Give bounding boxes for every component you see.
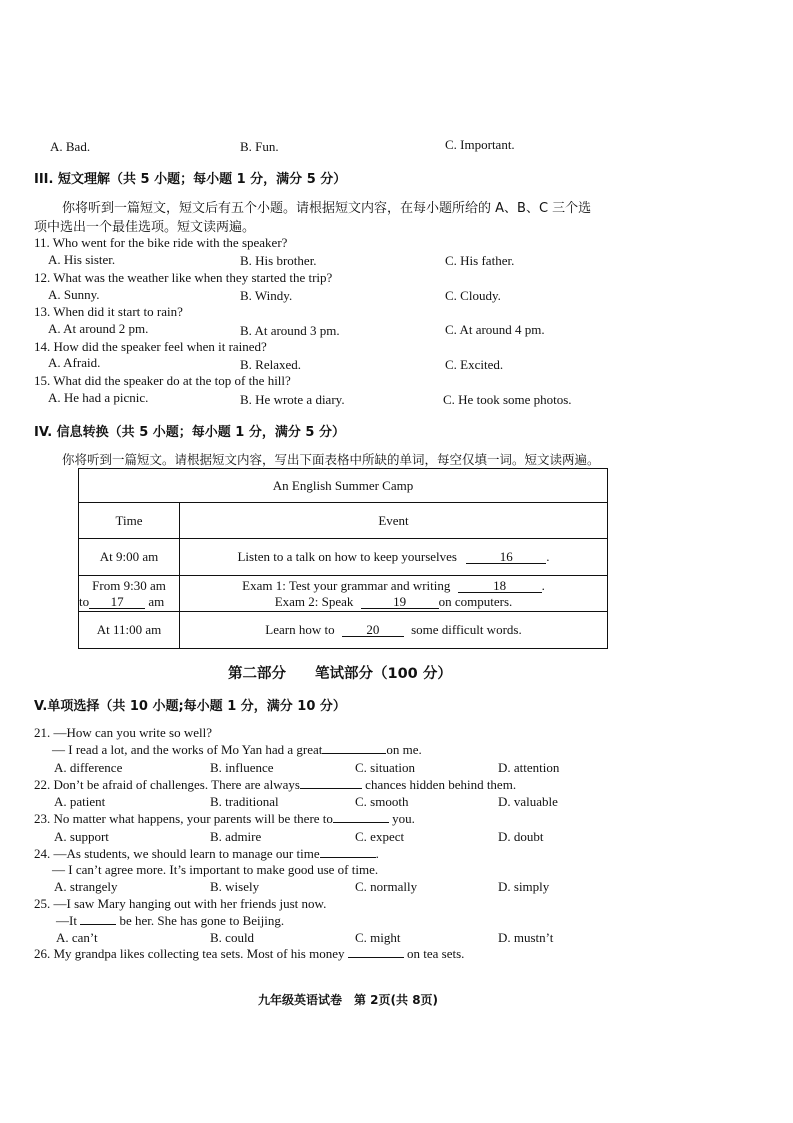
q21-text-b: on me. xyxy=(386,742,422,757)
q10-option-a: A. Bad. xyxy=(50,139,91,154)
row2-exam2-text: Exam 2: Speak xyxy=(274,593,354,609)
q22-option-a: A. patient xyxy=(54,794,106,809)
row2-time-am: am xyxy=(148,593,165,609)
row3-event-b: some difficult words. xyxy=(411,622,522,637)
q21-text-a: — I read a lot, and the works of Mo Yan had a great xyxy=(52,742,323,757)
question-23 xyxy=(34,811,415,827)
q25-option-c: C. might xyxy=(355,930,401,945)
blank-18[interactable]: 18 xyxy=(458,579,542,593)
row2-exam2-end: on computers. xyxy=(438,593,513,609)
row2-time-to: to xyxy=(79,593,90,609)
q24-text-a: 24. —As students, we should learn to manage our time xyxy=(34,846,320,861)
row2-time xyxy=(79,576,180,612)
row2-exam1-end: . xyxy=(541,577,545,593)
question-12: 12. What was the weather like when they started the trip? xyxy=(34,270,333,285)
question-13: 13. When did it start to rain? xyxy=(34,304,183,319)
q24-blank[interactable] xyxy=(320,857,376,858)
q25-option-a: A. can’t xyxy=(56,930,98,945)
q12-option-a: A. Sunny. xyxy=(48,287,100,302)
row2-event xyxy=(180,576,608,612)
row1-event-text: Listen to a talk on how to keep yourselves xyxy=(237,549,457,564)
blank-16[interactable]: 16 xyxy=(466,550,546,564)
q11-option-b: B. His brother. xyxy=(240,253,317,268)
blank-17[interactable]: 17 xyxy=(89,595,145,609)
q22-option-d: D. valuable xyxy=(498,794,558,809)
q25-option-b: B. could xyxy=(210,930,255,945)
row1-event xyxy=(180,539,608,576)
question-22 xyxy=(34,777,516,793)
q25-option-d: D. mustn’t xyxy=(498,930,554,945)
q22-text-b: chances hidden behind them. xyxy=(365,777,517,792)
row3-time: At 11:00 am xyxy=(79,612,180,649)
q23-blank[interactable] xyxy=(333,822,389,823)
q24-option-d: D. simply xyxy=(498,879,550,894)
q22-option-c: C. smooth xyxy=(355,794,409,809)
section3-instructions-1: 你将听到一篇短文，短文后有五个小题。请根据短文内容，在每小题所给的 A、B、C 三个选 xyxy=(62,201,592,216)
page-footer: 九年级英语试卷 第 2页(共 8页) xyxy=(258,993,439,1007)
row2-exam1-text: Exam 1: Test your grammar and writing xyxy=(242,577,451,593)
q25-text-b: be her. She has gone to Beijing. xyxy=(119,913,285,928)
question-25: 25. —I saw Mary hanging out with her friends just now. xyxy=(34,896,327,911)
row1-event-end: . xyxy=(546,549,550,564)
table-title: An English Summer Camp xyxy=(79,469,608,503)
row2-time-from: From 9:30 am xyxy=(92,577,166,593)
summer-camp-table xyxy=(78,468,608,649)
section4-title: IV. 信息转换（共 5 小题；每小题 1 分，满分 5 分） xyxy=(34,425,345,440)
part2-title: 第二部分 笔试部分（100 分） xyxy=(228,666,452,682)
q21-option-c: C. situation xyxy=(355,760,415,775)
q14-option-a: A. Afraid. xyxy=(48,355,101,370)
q24-option-c: C. normally xyxy=(355,879,418,894)
q15-option-a: A. He had a picnic. xyxy=(48,390,149,405)
section3-instructions-2: 项中选出一个最佳选项。短文读两遍。 xyxy=(34,220,256,235)
row3-event xyxy=(180,612,608,649)
q26-text-b: on tea sets. xyxy=(407,946,465,961)
q24-text-b: . xyxy=(375,846,379,861)
q10-option-c: C. Important. xyxy=(445,137,515,152)
q24-option-a: A. strangely xyxy=(54,879,118,894)
q23-option-d: D. doubt xyxy=(498,829,544,844)
section3-title: III. 短文理解（共 5 小题；每小题 1 分，满分 5 分） xyxy=(34,172,347,187)
q23-text-b: you. xyxy=(392,811,415,826)
question-24-line2: — I can’t agree more. It’s important to make good use of time. xyxy=(52,862,379,877)
q22-text-a: 22. Don’t be afraid of challenges. There are always xyxy=(34,777,300,792)
question-21-line2 xyxy=(52,742,422,758)
q25-text-a: —It xyxy=(56,913,77,928)
q11-option-c: C. His father. xyxy=(445,253,515,268)
q13-option-c: C. At around 4 pm. xyxy=(445,322,545,337)
q23-option-a: A. support xyxy=(54,829,109,844)
q15-option-b: B. He wrote a diary. xyxy=(240,392,345,407)
q13-option-b: B. At around 3 pm. xyxy=(240,323,340,338)
q12-option-b: B. Windy. xyxy=(240,288,293,303)
q25-blank[interactable] xyxy=(80,924,116,925)
question-14: 14. How did the speaker feel when it rained? xyxy=(34,339,267,354)
q21-option-d: D. attention xyxy=(498,760,560,775)
q21-option-a: A. difference xyxy=(54,760,123,775)
table-header-event: Event xyxy=(180,503,608,539)
section5-title: V.单项选择（共 10 小题;每小题 1 分，满分 10 分） xyxy=(34,699,346,714)
q10-option-b: B. Fun. xyxy=(240,139,279,154)
question-15: 15. What did the speaker do at the top of the hill? xyxy=(34,373,291,388)
q22-option-b: B. traditional xyxy=(210,794,279,809)
q22-blank[interactable] xyxy=(300,788,362,789)
row1-time: At 9:00 am xyxy=(79,539,180,576)
q13-option-a: A. At around 2 pm. xyxy=(48,321,149,336)
q23-option-c: C. expect xyxy=(355,829,405,844)
blank-20[interactable]: 20 xyxy=(342,623,404,637)
q26-text-a: 26. My grandpa likes collecting tea sets. Most of his money xyxy=(34,946,345,961)
question-21: 21. —How can you write so well? xyxy=(34,725,212,740)
row3-event-a: Learn how to xyxy=(265,622,335,637)
question-25-line2 xyxy=(56,913,284,929)
section4-instructions: 你将听到一篇短文。请根据短文内容，写出下面表格中所缺的单词，每空仅填一词。短文读两遍。 xyxy=(62,452,600,467)
q23-option-b: B. admire xyxy=(210,829,262,844)
table-header-time: Time xyxy=(79,503,180,539)
q14-option-b: B. Relaxed. xyxy=(240,357,302,372)
q14-option-c: C. Excited. xyxy=(445,357,504,372)
question-11: 11. Who went for the bike ride with the speaker? xyxy=(34,235,288,250)
q11-option-a: A. His sister. xyxy=(48,252,116,267)
q21-option-b: B. influence xyxy=(210,760,274,775)
q23-text-a: 23. No matter what happens, your parents will be there to xyxy=(34,811,333,826)
q15-option-c: C. He took some photos. xyxy=(443,392,572,407)
question-24 xyxy=(34,846,379,862)
q21-blank[interactable] xyxy=(322,753,386,754)
blank-19[interactable]: 19 xyxy=(361,595,439,609)
question-26 xyxy=(34,946,464,962)
q26-blank[interactable] xyxy=(348,957,404,958)
q12-option-c: C. Cloudy. xyxy=(445,288,501,303)
q24-option-b: B. wisely xyxy=(210,879,260,894)
